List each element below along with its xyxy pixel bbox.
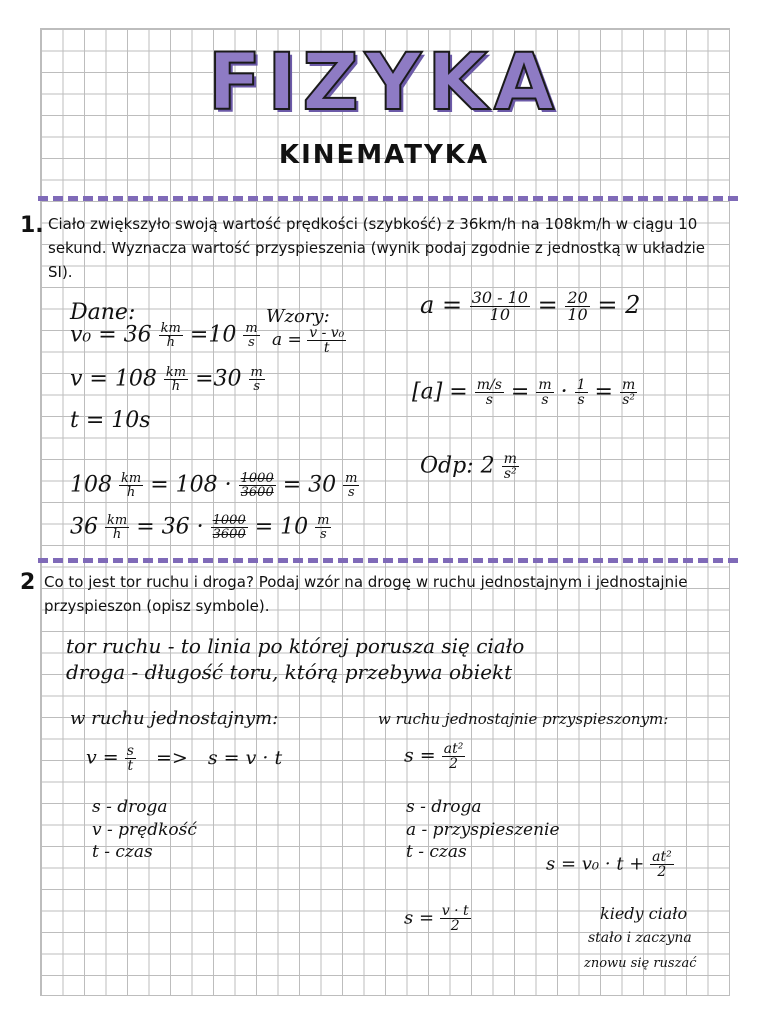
unit-fraction-4: $\frac{m}{\text{s²}}$ [621,377,636,408]
conv2-fraction: $\frac{km}{h}$ [107,513,128,542]
a-eq1: = [537,291,558,319]
uniform-symbol-v: v - prędkość [92,820,197,840]
unit-fraction-3: $\frac{1}{s}$ [576,377,586,408]
v-fraction: $\frac{km}{h}$ [165,365,187,394]
v0-lhs: v₀ = 36 [70,322,152,348]
unit-dot: · [560,379,568,405]
conv2-lhs: 36 [70,514,98,540]
t-line: t = 10s [70,408,151,433]
v-lhs: v = 108 [70,366,157,392]
accelerated-symbol-a: a - przyspieszenie [406,820,560,840]
unit-fraction-1: $\frac{m/s}{s}$ [476,377,502,408]
implies-arrow: => [155,746,188,769]
answer-1-unit: $\frac{m}{\text{s²}}$ [503,451,517,482]
accelerated-formula [404,742,465,771]
conversion-108 [70,472,359,499]
page-subtitle: KINEMATYKA [278,140,490,170]
a-calculation [420,290,640,323]
conv2-fraction-2: $\frac{1000}{3600}$ [212,513,246,542]
section-divider [38,196,738,201]
unit-calculation [412,378,637,407]
conv1-rhs: = 30 [282,472,337,498]
accelerated-formula-fraction: $\frac{\text{at²}}{2}$ [443,741,464,772]
formula-avg-lhs: s = [404,907,435,929]
wzor-a-fraction: $\frac{\text{v - v₀}}{t}$ [309,325,345,356]
v0-fraction: $\frac{km}{h}$ [160,321,181,350]
conv2-rhs: = 10 [254,514,309,540]
note-line-1: kiedy ciało [600,904,688,923]
a-lhs: a = [420,291,463,319]
wzor-a-lhs: a = [272,330,302,350]
accelerated-formula-lhs: s = [404,744,436,767]
conv1-lhs: 108 [70,472,112,498]
uniform-symbol-s: s - droga [92,797,168,817]
question-1-number: 1. [20,213,44,238]
conv1-unit: $\frac{m}{s}$ [345,471,358,500]
accelerated-formula-with-v0 [546,850,674,879]
wzory-label: Wzory: [266,306,330,327]
unit-fraction-2: $\frac{m}{s}$ [538,377,552,408]
v-eq: =30 [195,366,242,392]
answer-1-value: Odp: 2 [420,453,495,479]
dane-label: Dane: [70,300,136,325]
v0-unit: $\frac{m}{s}$ [245,321,258,350]
formula-v0-lhs: s = v₀ · t + [546,853,645,875]
a-fraction-2: $\frac{20}{10}$ [567,288,588,324]
v0-eq: =10 [189,322,237,348]
a-fraction-1: $\frac{30 - 10}{10}$ [471,288,528,324]
accelerated-symbol-s: s - droga [406,797,482,817]
uniform-formula-fraction: $\frac{s}{t}$ [126,743,134,774]
uniform-formula-distance: s = v · t [207,746,283,769]
accelerated-motion-heading: w ruchu jednostajnie przyspieszonym: [378,710,669,728]
question-2-number: 2 [20,570,36,595]
page-title: FIZYKA [207,38,561,128]
v0-line [70,322,260,349]
uniform-symbol-t: t - czas [92,842,153,862]
note-line-3: znowu się ruszać [584,956,697,971]
conv1-mid: = 108 · [150,472,232,498]
unit-eq1: = [510,379,530,405]
unit-lhs: [a] = [412,379,468,405]
note-line-2: stało i zaczyna [588,930,692,946]
question-1-text: Ciało zwiększyło swoją wartość prędkości (szybkość) z 36km/h na 108km/h w ciągu 10 sekund. Wyznacza wartość przyspieszenia (wynik podaj zgodnie z jednostką w układzie SI). [48,215,705,281]
conversion-36 [70,514,331,541]
formula-v0-fraction: $\frac{\text{at²}}{2}$ [652,849,672,880]
answer-1 [420,452,519,481]
uniform-formula [86,744,282,773]
v-unit: $\frac{m}{s}$ [250,365,263,394]
a-result: = 2 [597,291,641,319]
formula-avg-fraction: $\frac{v \cdot t}{2}$ [441,903,469,934]
v-line [70,366,265,393]
question-2-text: Co to jest tor ruchu i droga? Podaj wzór na drogę w ruchu jednostajnym i jednostajnie przyspieszon (opisz symbole). [44,573,688,615]
accelerated-symbol-t: t - czas [406,842,467,862]
wzor-a [272,326,346,355]
section-divider [38,558,738,563]
average-velocity-formula [404,904,471,933]
conv1-fraction: $\frac{km}{h}$ [121,471,142,500]
unit-eq2: = [594,379,613,405]
uniform-formula-lhs: v = [86,746,119,769]
droga-definition: droga - długość toru, którą przebywa obiekt [66,660,513,684]
conv2-mid: = 36 · [136,514,204,540]
conv2-unit: $\frac{m}{s}$ [317,513,330,542]
tor-ruchu-definition: tor ruchu - to linia po której porusza się ciało [66,634,525,658]
uniform-motion-heading: w ruchu jednostajnym: [70,708,279,729]
conv1-fraction-2: $\frac{1000}{3600}$ [240,471,274,500]
